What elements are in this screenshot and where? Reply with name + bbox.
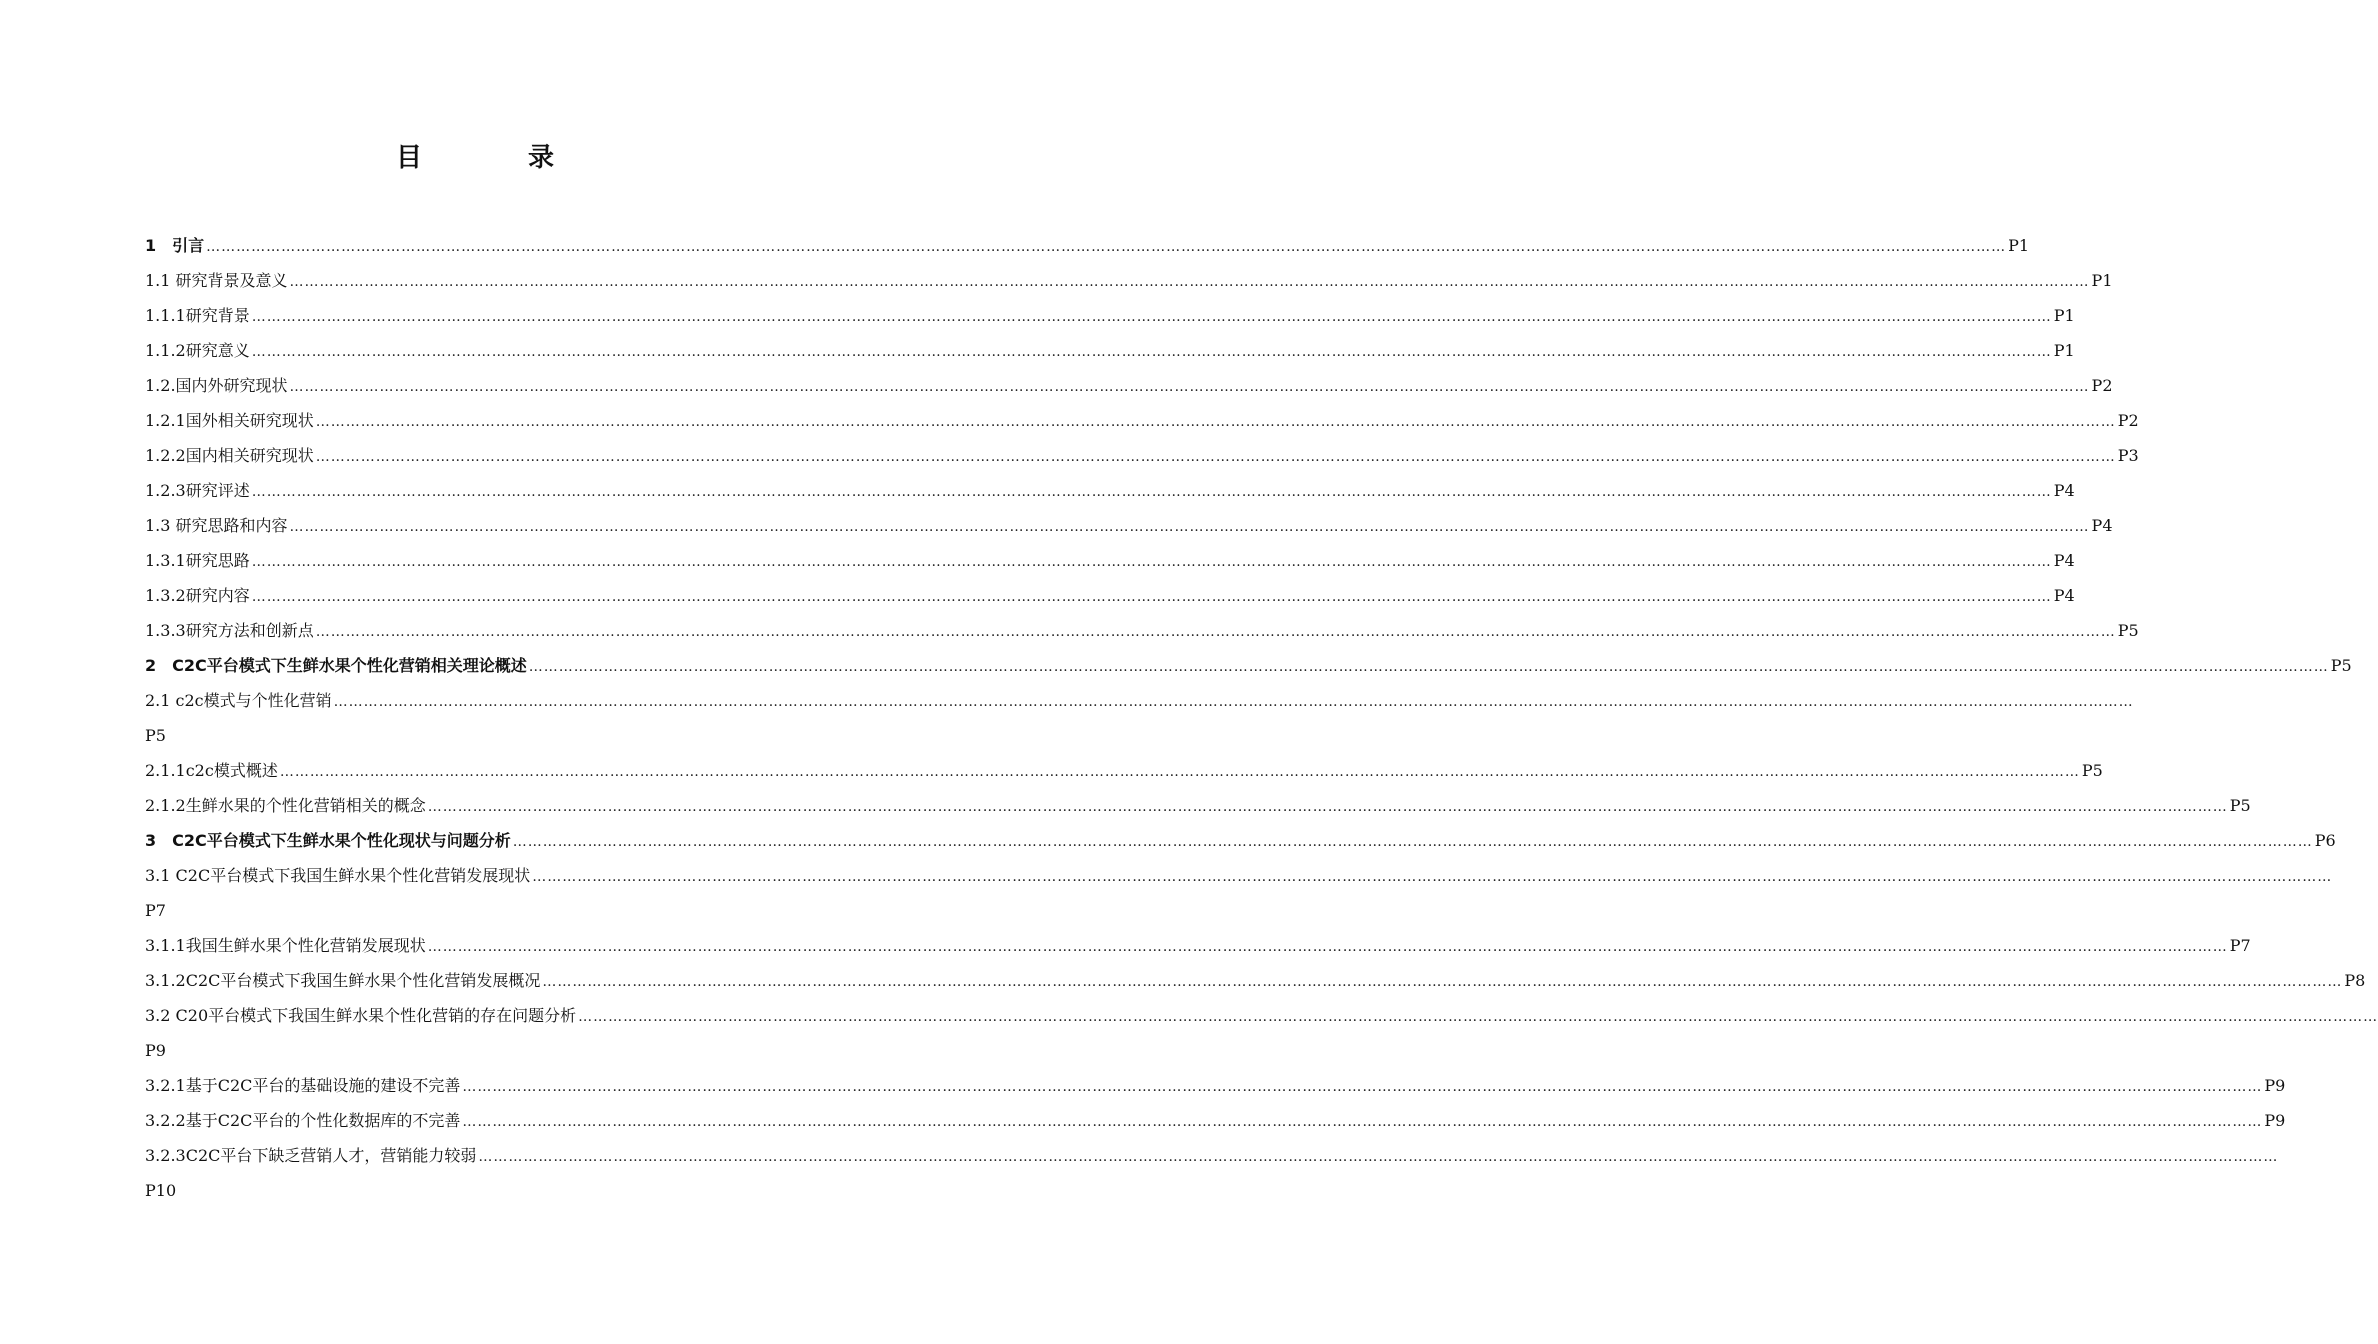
toc-leader-dots: ……………………………………………………………………………………………………………………………………………………………………………………………………………………………………………………………………………………………………………………………… [289,379,2090,395]
toc-leader-dots: ……………………………………………………………………………………………………………………………………………………………………………………………………………………………………………………………………………………………………………………………… [427,799,2228,815]
toc-leader-dots: ……………………………………………………………………………………………………………………………………………………………………………………………………………………………………………………………………………………………………………………………… [478,1149,2279,1165]
toc-entry-label: 2.1.1c2c模式概述 [145,761,278,780]
toc-entry-label: 1.2.1国外相关研究现状 [145,411,314,430]
toc-entry-label: 1.3.3研究方法和创新点 [145,621,314,640]
toc-leader-dots: ……………………………………………………………………………………………………………………………………………………………………………………………………………………………………………………………………………………………………………………………… [315,624,2116,640]
toc-entry-page: P5 [2117,621,2139,640]
toc-leader-dots: ……………………………………………………………………………………………………………………………………………………………………………………………………………………………………………………………………………………………………………………………… [333,694,2134,710]
toc-entry[interactable] [145,928,2251,963]
toc-entry-page: P7 [145,901,166,920]
toc-leader-dots: ……………………………………………………………………………………………………………………………………………………………………………………………………………………………………………………………………………………………………………………………… [462,1079,2263,1095]
toc-entry[interactable] [145,263,2113,298]
table-of-contents [145,228,2378,1208]
toc-entry-label: 2.1.2生鲜水果的个性化营销相关的概念 [145,796,426,815]
toc-entry-page: P9 [145,1041,166,1060]
toc-entry[interactable] [145,823,2336,858]
toc-leader-dots: ……………………………………………………………………………………………………………………………………………………………………………………………………………………………………………………………………………………………………………………………… [251,589,2052,605]
toc-entry-label: 1.1.2研究意义 [145,341,250,360]
toc-entry-label: 1.3.1研究思路 [145,551,250,570]
toc-entry-label: 1.2.国内外研究现状 [145,376,288,395]
toc-entry-label: 1.1 研究背景及意义 [145,271,288,290]
toc-entry-page: P9 [2264,1111,2286,1130]
toc-entry-page: P6 [2314,831,2336,850]
toc-entry-label: 1.2.3研究评述 [145,481,250,500]
toc-entry-label: 3.2 C20平台模式下我国生鲜水果个性化营销的存在问题分析 [145,1006,577,1025]
toc-entry-label: 2 C2C平台模式下生鲜水果个性化营销相关理论概述 [145,656,527,675]
toc-entry[interactable] [145,333,2075,368]
toc-entry[interactable] [145,613,2139,648]
toc-leader-dots: ……………………………………………………………………………………………………………………………………………………………………………………………………………………………………………………………………………………………………………………………… [279,764,2080,780]
toc-leader-dots: ……………………………………………………………………………………………………………………………………………………………………………………………………………………………………………………………………………………………………………………………… [251,554,2052,570]
toc-leader-dots: ……………………………………………………………………………………………………………………………………………………………………………………………………………………………………………………………………………………………………………………………… [251,344,2052,360]
toc-entry-label: 1.3 研究思路和内容 [145,516,288,535]
toc-entry-label: 1.1.1研究背景 [145,306,250,325]
toc-entry-page: P8 [2344,971,2366,990]
toc-entry[interactable] [145,508,2113,543]
toc-entry[interactable] [145,998,2378,1068]
toc-entry-label: 3.1.2C2C平台模式下我国生鲜水果个性化营销发展概况 [145,971,541,990]
toc-entry[interactable] [145,578,2075,613]
toc-entry[interactable] [145,368,2113,403]
toc-entry-page: P1 [2008,236,2030,255]
toc-leader-dots: ……………………………………………………………………………………………………………………………………………………………………………………………………………………………………………………………………………………………………………………………… [532,869,2333,885]
toc-title: 目 录 [395,143,594,173]
toc-entry[interactable] [145,228,2030,263]
toc-entry-page: P7 [2229,936,2251,955]
toc-entry-page: P3 [2117,446,2139,465]
toc-entry-label: 3.1.1我国生鲜水果个性化营销发展现状 [145,936,426,955]
toc-leader-dots: ……………………………………………………………………………………………………………………………………………………………………………………………………………………………………………………………………………………………………………………………… [512,834,2313,850]
toc-entry[interactable] [145,403,2139,438]
toc-entry-label: 3 C2C平台模式下生鲜水果个性化现状与问题分析 [145,831,511,850]
toc-entry-label: 1.2.2国内相关研究现状 [145,446,314,465]
toc-entry-page: P5 [145,726,166,745]
toc-entry-page: P5 [2081,761,2103,780]
toc-leader-dots: ……………………………………………………………………………………………………………………………………………………………………………………………………………………………………………………………………………………………………………………………… [315,449,2116,465]
toc-entry[interactable] [145,438,2139,473]
toc-entry[interactable] [145,648,2352,683]
toc-leader-dots: ……………………………………………………………………………………………………………………………………………………………………………………………………………………………………………………………………………………………………………………………… [427,939,2228,955]
toc-entry-page: P2 [2117,411,2139,430]
toc-leader-dots: ……………………………………………………………………………………………………………………………………………………………………………………………………………………………………………………………………………………………………………………………… [315,414,2116,430]
toc-entry-page: P2 [2091,376,2113,395]
toc-leader-dots: ……………………………………………………………………………………………………………………………………………………………………………………………………………………………………………………………………………………………………………………………… [289,519,2090,535]
toc-entry-page: P9 [2264,1076,2286,1095]
toc-entry[interactable] [145,298,2075,333]
toc-entry-page: P1 [2053,306,2075,325]
toc-entry-label: 3.2.1基于C2C平台的基础设施的建设不完善 [145,1076,461,1095]
toc-entry-label: 3.1 C2C平台模式下我国生鲜水果个性化营销发展现状 [145,866,531,885]
toc-entry-label: 1.3.2研究内容 [145,586,250,605]
toc-leader-dots: ……………………………………………………………………………………………………………………………………………………………………………………………………………………………………………………………………………………………………………………………… [542,974,2343,990]
toc-entry[interactable] [145,683,2134,753]
toc-entry-page: P4 [2053,481,2075,500]
toc-entry[interactable] [145,788,2251,823]
toc-leader-dots: ……………………………………………………………………………………………………………………………………………………………………………………………………………………………………………………………………………………………………………………………… [578,1009,2378,1025]
toc-entry[interactable] [145,963,2366,998]
toc-entry[interactable] [145,753,2103,788]
toc-entry-page: P5 [2229,796,2251,815]
toc-entry-page: P1 [2053,341,2075,360]
toc-entry[interactable] [145,1068,2286,1103]
toc-entry-page: P4 [2053,551,2075,570]
toc-entry-label: 2.1 c2c模式与个性化营销 [145,691,332,710]
toc-leader-dots: ……………………………………………………………………………………………………………………………………………………………………………………………………………………………………………………………………………………………………………………………… [251,309,2052,325]
toc-entry-page: P1 [2091,271,2113,290]
toc-entry[interactable] [145,473,2075,508]
toc-leader-dots: ……………………………………………………………………………………………………………………………………………………………………………………………………………………………………………………………………………………………………………………………… [289,274,2090,290]
toc-entry-page: P5 [2330,656,2352,675]
toc-entry-page: P4 [2053,586,2075,605]
toc-entry-page: P10 [145,1181,177,1200]
toc-leader-dots: ……………………………………………………………………………………………………………………………………………………………………………………………………………………………………………………………………………………………………………………………… [462,1114,2263,1130]
toc-entry[interactable] [145,1138,2279,1208]
toc-entry-label: 3.2.2基于C2C平台的个性化数据库的不完善 [145,1111,461,1130]
toc-entry[interactable] [145,543,2075,578]
toc-entry[interactable] [145,858,2333,928]
toc-entry-label: 1 引言 [145,236,205,255]
toc-leader-dots: ……………………………………………………………………………………………………………………………………………………………………………………………………………………………………………………………………………………………………………………………… [206,239,2007,255]
toc-entry-label: 3.2.3C2C平台下缺乏营销人才，营销能力较弱 [145,1146,477,1165]
toc-entry-page: P4 [2091,516,2113,535]
toc-leader-dots: ……………………………………………………………………………………………………………………………………………………………………………………………………………………………………………………………………………………………………………………………… [251,484,2052,500]
toc-entry[interactable] [145,1103,2286,1138]
toc-leader-dots: ……………………………………………………………………………………………………………………………………………………………………………………………………………………………………………………………………………………………………………………………… [528,659,2329,675]
